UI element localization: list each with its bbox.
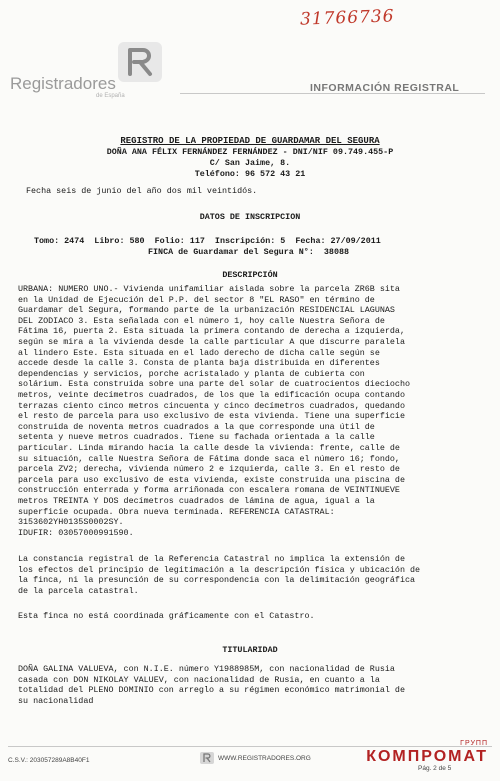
catastro-coordination-note: Esta finca no está coordinada gráficamente con el Catastro. — [18, 611, 315, 621]
registradores-r-icon — [118, 42, 162, 82]
watermark-group: ГРУПП — [460, 740, 488, 747]
description-line: Fátima 16, puerta 2. Esta situada la primera contando de derecha a izquierda, — [18, 326, 405, 337]
document-date: Fecha seis de junio del año dos mil veintidós. — [26, 186, 258, 196]
description-line: 3153602YH0135S0002SY. — [18, 517, 124, 528]
description-line: metros, veinte decímetros cuadrados, de los que la edificación ocupa contando — [18, 390, 405, 400]
description-line: metros TREINTA Y DOS decímetros cuadrados de lámina de agua, igual a la — [18, 496, 375, 506]
logo-text: Registradores — [10, 74, 116, 93]
footer-csv: C.S.V.: 203057289A8B40F1 — [8, 757, 90, 764]
watermark-brand: КОМПРОМАТ — [366, 748, 488, 765]
description-line: superficie ocupada. Obra nueva terminada. REFERENCIA CATASTRAL: — [18, 506, 335, 517]
titularidad-line: casada con DON NIKOLAY VALUEV, con nacionalidad de Rusia, en cuanto a la — [18, 674, 380, 685]
description-line: accede desde la calle 3. Consta de planta baja distribuida en diferentes — [18, 358, 380, 369]
registradores-logo — [10, 42, 160, 102]
description-line: setenta y nueve metros cuadrados. Tiene su fachada orientada a la calle — [18, 432, 375, 443]
description-line: su situación, calle Nuestra Señora de Fátima donde saca el número 16; fondo, — [18, 453, 400, 464]
description-line: particular. Linda mirando hacia la calle desde la vivienda: frente, calle de — [18, 443, 400, 453]
handwritten-number: 31766736 — [299, 6, 395, 30]
information-heading: INFORMACIÓN REGISTRAL — [310, 82, 460, 94]
inscription-heading: DATOS DE INSCRIPCION — [199, 212, 301, 222]
office-title: REGISTRO DE LA PROPIEDAD DE GUARDAMAR DEL SEGURA — [120, 136, 380, 146]
description-line: parcela para uso exclusivo de esta vivienda, existe construida una piscina de — [18, 474, 405, 485]
description-heading: DESCRIPCIÓN — [222, 270, 278, 280]
inscription-finca-line: FINCA de Guardamar del Segura N°: 38088 — [148, 247, 350, 257]
description-line: en la Unidad de Ejecución del P.P. del sector 8 "EL RASO" en término de — [18, 294, 375, 305]
titularidad-line: totalidad del PLENO DOMINIO con arreglo a su régimen económico matrimonial de — [18, 685, 405, 696]
catastro-line: los efectos del principio de legitimación a la descripción física y ubicación de — [18, 564, 421, 575]
logo-subtext: de España — [96, 93, 125, 99]
description-line: al lindero Este. Esta situada en el lado derecho de dicha calle según se — [18, 347, 380, 358]
registrar-name: DOÑA ANA FÉLIX FERNÁNDEZ FERNÁNDEZ - DNI/NIF 09.749.455-P — [106, 147, 394, 157]
office-phone: Teléfono: 96 572 43 21 — [194, 169, 306, 179]
description-line: el resto de parcela para uso exclusivo de esta vivienda. Tiene una superficie — [18, 411, 405, 422]
description-line: URBANA: NUMERO UNO.- Vivienda unifamiliar aislada sobre la parcela ZR6B sita — [18, 284, 400, 294]
description-line: DEL ZODIACO 3. Esta señalada con el número 1, hoy calle Nuestra Señora de — [18, 315, 385, 326]
catastro-line: de la parcela catastral. — [18, 585, 139, 596]
description-line: IDUFIR: 03057000991590. — [18, 527, 134, 538]
footer-page-number: Pág. 2 de 5 — [418, 765, 452, 772]
description-line: terrazas ciento cinco metros cincuenta y cinco decímetros cuadrados, quedando — [18, 400, 405, 411]
registradores-small-r-icon — [200, 752, 214, 764]
description-line: según se mira a la vivienda desde la calle particular A que discurre paralela — [18, 337, 405, 347]
titularidad-line: DOÑA GALINA VALUEVA, con N.I.E. número Y1988985M, con nacionalidad de Rusia — [18, 664, 395, 674]
footer-website: WWW.REGISTRADORES.ORG — [218, 755, 311, 762]
titularidad-heading: TITULARIDAD — [222, 645, 278, 655]
description-line: construcción enterrada y forma arriñonada con escalera romana de VEINTINUEVE — [18, 485, 400, 496]
catastro-line: La constancia registral de la Referencia Catastral no implica la extensión de — [18, 554, 405, 564]
description-line: parcela ZV2; derecha, vivienda número 2 e izquierda, calle 3. En el resto de — [18, 464, 400, 475]
footer-divider — [8, 746, 492, 747]
office-address: C/ San Jaime, 8. — [209, 158, 291, 168]
inscription-volume-line: Tomo: 2474 Libro: 580 Folio: 117 Inscripción: 5 Fecha: 27/09/2011 — [34, 236, 381, 246]
catastro-line: la finca, ni la presunción de su correspondencia con la delimitación geográfica — [18, 575, 416, 586]
titularidad-line: su nacionalidad — [18, 695, 94, 706]
description-line: dependencias y servicios, porche acristalado y planta de cubierta con — [18, 368, 365, 379]
description-line: Guardamar del Segura, formando parte de la urbanización RESIDENCIAL LAGUNAS — [18, 305, 395, 316]
description-line: solárium. Esta construida sobre una parte del solar de cuatrocientos dieciocho — [18, 379, 411, 390]
description-line: construida de noventa metros cuadrados a la que corresponde una útil de — [18, 421, 375, 432]
